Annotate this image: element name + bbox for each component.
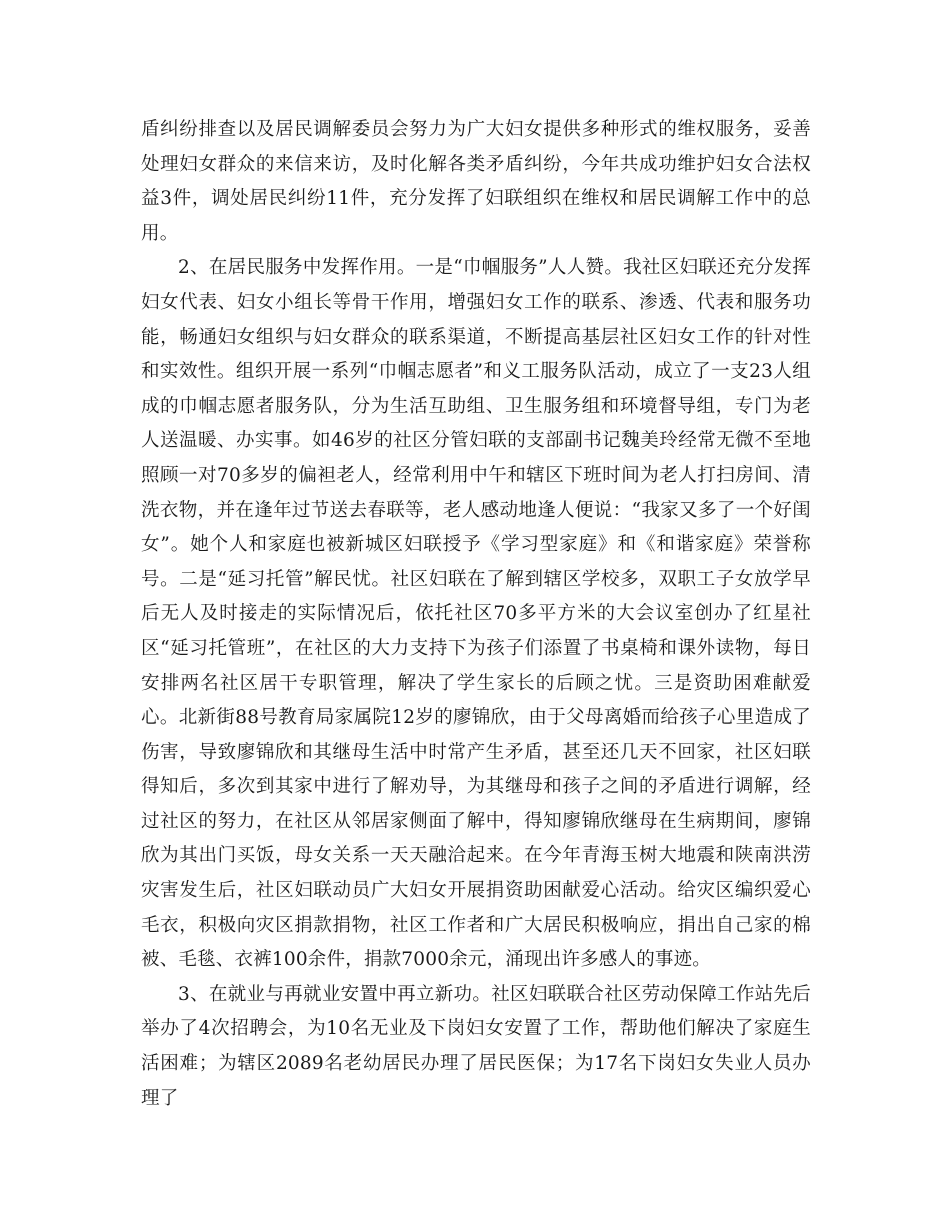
paragraph-continuation: 盾纠纷排查以及居民调解委员会努力为广大妇女提供多种形式的维权服务，妥善处理妇女群众的来信来访，及时化解各类矛盾纠纷，今年共成功维护妇女合法权益3件，调处居民纠纷11件，充分发挥了妇联组织在维权和居民调解工作中的总用。 [141,119,811,244]
paragraph-section-3: 3、在就业与再就业安置中再立新功。社区妇联联合社区劳动保障工作站先后举办了4次招聘会，为10名无业及下岗妇女安置了工作，帮助他们解决了家庭生活困难；为辖区2089名老幼居民办理了居民医保；为17名下岗妇女失业人员办理了 [141,983,811,1109]
body-text [141,113,811,1116]
paragraph-section-2: 2、在居民服务中发挥作用。一是“巾帼服务”人人赞。我社区妇联还充分发挥妇女代表、妇女小组长等骨干作用，增强妇女工作的联系、渗透、代表和服务功能，畅通妇女组织与妇女群众的联系渠道，不断提高基层社区妇女工作的针对性和实效性。组织开展一系列“巾帼志愿者”和义工服务队活动，成立了一支23人组成的巾帼志愿者服务队，分为生活互助组、卫生服务组和环境督导组，专门为老人送温暖、办实事。如46岁的社区分管妇联的支部副书记魏美玲经常无微不至地照顾一对70多岁的偏袒老人，经常利用中午和辖区下班时间为老人打扫房间、清洗衣物，并在逢年过节送去春联等，老人感动地逢人便说：“我家又多了一个好闺女”。她个人和家庭也被新城区妇联授予《学习型家庭》和《和谐家庭》荣誉称号。二是“延习托管”解民忧。社区妇联在了解到辖区学校多，双职工子女放学早后无人及时接走的实际情况后，依托社区70多平方米的大会议室创办了红星社区“延习托管班”，在社区的大力支持下为孩子们添置了书桌椅和课外读物，每日安排两名社区居干专职管理，解决了学生家长的后顾之忧。三是资助困难献爱心。北新街88号教育局家属院12岁的廖锦欣，由于父母离婚而给孩子心里造成了伤害，导致廖锦欣和其继母生活中时常产生矛盾，甚至还几天不回家，社区妇联得知后，多次到其家中进行了解劝导，为其继母和孩子之间的矛盾进行调解，经过社区的努力，在社区从邻居家侧面了解中，得知廖锦欣继母在生病期间，廖锦欣为其出门买饭，母女关系一天天融洽起来。在今年青海玉树大地震和陕南洪涝灾害发生后，社区妇联动员广大妇女开展捐资助困献爱心活动。给灾区编织爱心毛衣，积极向灾区捐款捐物，社区工作者和广大居民积极响应，捐出自己家的棉被、毛毯、衣裤100余件，捐款7000余元，涌现出许多感人的事迹。 [141,257,811,971]
